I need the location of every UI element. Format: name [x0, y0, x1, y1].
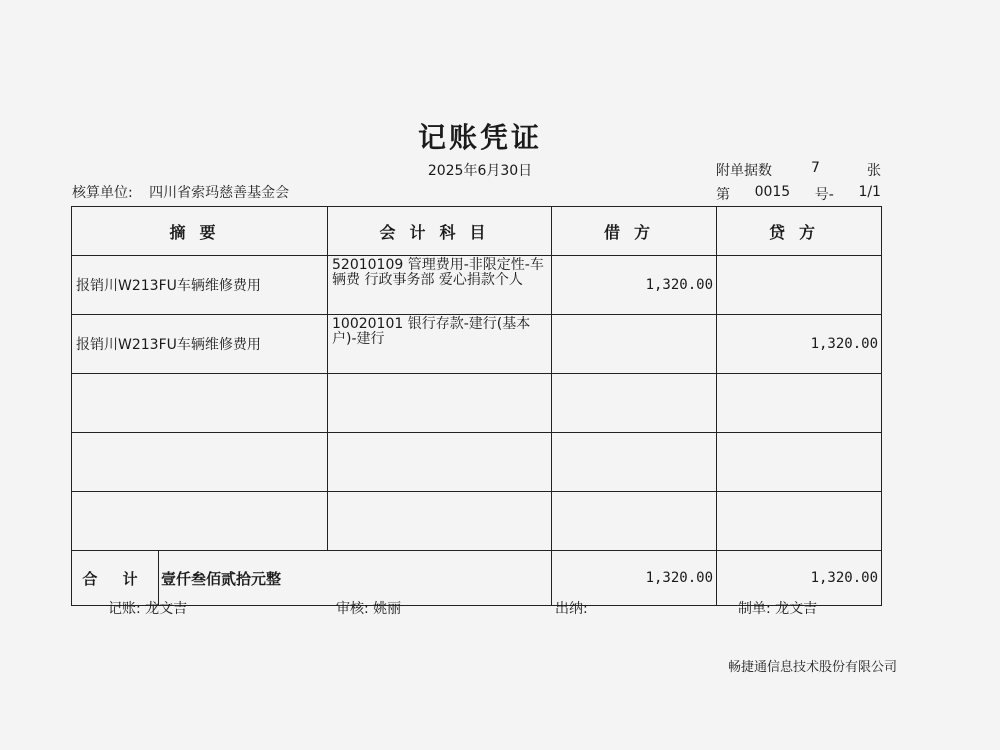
attachments-info — [716, 160, 881, 180]
debit-cell — [552, 433, 717, 492]
voucher-number-value: 0015 — [754, 184, 791, 200]
total-label: 合 计 — [72, 551, 159, 606]
unit-name: 四川省索玛慈善基金会 — [149, 185, 290, 201]
summary-cell: 报销川W213FU车辆维修费用 — [72, 256, 328, 315]
summary-cell — [72, 492, 328, 551]
attachments-unit: 张 — [867, 163, 881, 179]
voucher-number-prefix: 第 — [716, 187, 730, 203]
header-debit: 借方 — [552, 207, 717, 256]
credit-cell — [717, 256, 882, 315]
summary-cell — [72, 433, 328, 492]
account-cell — [328, 492, 552, 551]
voucher-table — [71, 206, 882, 606]
voucher-date: 2025年6月30日 — [427, 163, 533, 179]
voucher-number-suffix: 号- — [814, 187, 834, 203]
header-summary: 摘要 — [72, 207, 328, 256]
voucher-number — [716, 184, 881, 204]
account-cell — [328, 433, 552, 492]
attachments-label: 附单据数 — [716, 163, 772, 179]
account-cell: 10020101 银行存款-建行(基本户)-建行 — [328, 315, 552, 374]
credit-cell: 1,320.00 — [717, 315, 882, 374]
account-cell: 52010109 管理费用-非限定性-车辆费 行政事务部 爱心捐款个人 — [328, 256, 552, 315]
header-credit: 贷方 — [717, 207, 882, 256]
reviewer-signature: 审核: 姚丽 — [336, 601, 402, 617]
table-row — [72, 374, 882, 433]
accounting-unit — [72, 182, 289, 202]
cashier-signature: 出纳: — [555, 601, 588, 617]
preparer-signature: 制单: 龙文吉 — [738, 601, 818, 617]
total-amount-words: 壹仟叁佰贰拾元整 — [159, 551, 552, 606]
table-row — [72, 256, 882, 315]
voucher-title: 记账凭证 — [417, 121, 542, 154]
table-row — [72, 433, 882, 492]
software-vendor: 畅捷通信息技术股份有限公司 — [728, 660, 898, 675]
unit-label: 核算单位: — [72, 185, 133, 201]
account-cell — [328, 374, 552, 433]
debit-cell — [552, 315, 717, 374]
debit-cell: 1,320.00 — [552, 256, 717, 315]
table-row — [72, 492, 882, 551]
summary-cell: 报销川W213FU车辆维修费用 — [72, 315, 328, 374]
total-debit: 1,320.00 — [552, 551, 717, 606]
total-credit: 1,320.00 — [717, 551, 882, 606]
debit-cell — [552, 374, 717, 433]
header-account: 会计科目 — [328, 207, 552, 256]
bookkeeper-signature: 记账: 龙文吉 — [108, 601, 188, 617]
attachments-count: 7 — [811, 160, 820, 176]
voucher-page: 1/1 — [858, 184, 881, 200]
summary-cell — [72, 374, 328, 433]
table-row — [72, 315, 882, 374]
debit-cell — [552, 492, 717, 551]
credit-cell — [717, 374, 882, 433]
credit-cell — [717, 492, 882, 551]
credit-cell — [717, 433, 882, 492]
